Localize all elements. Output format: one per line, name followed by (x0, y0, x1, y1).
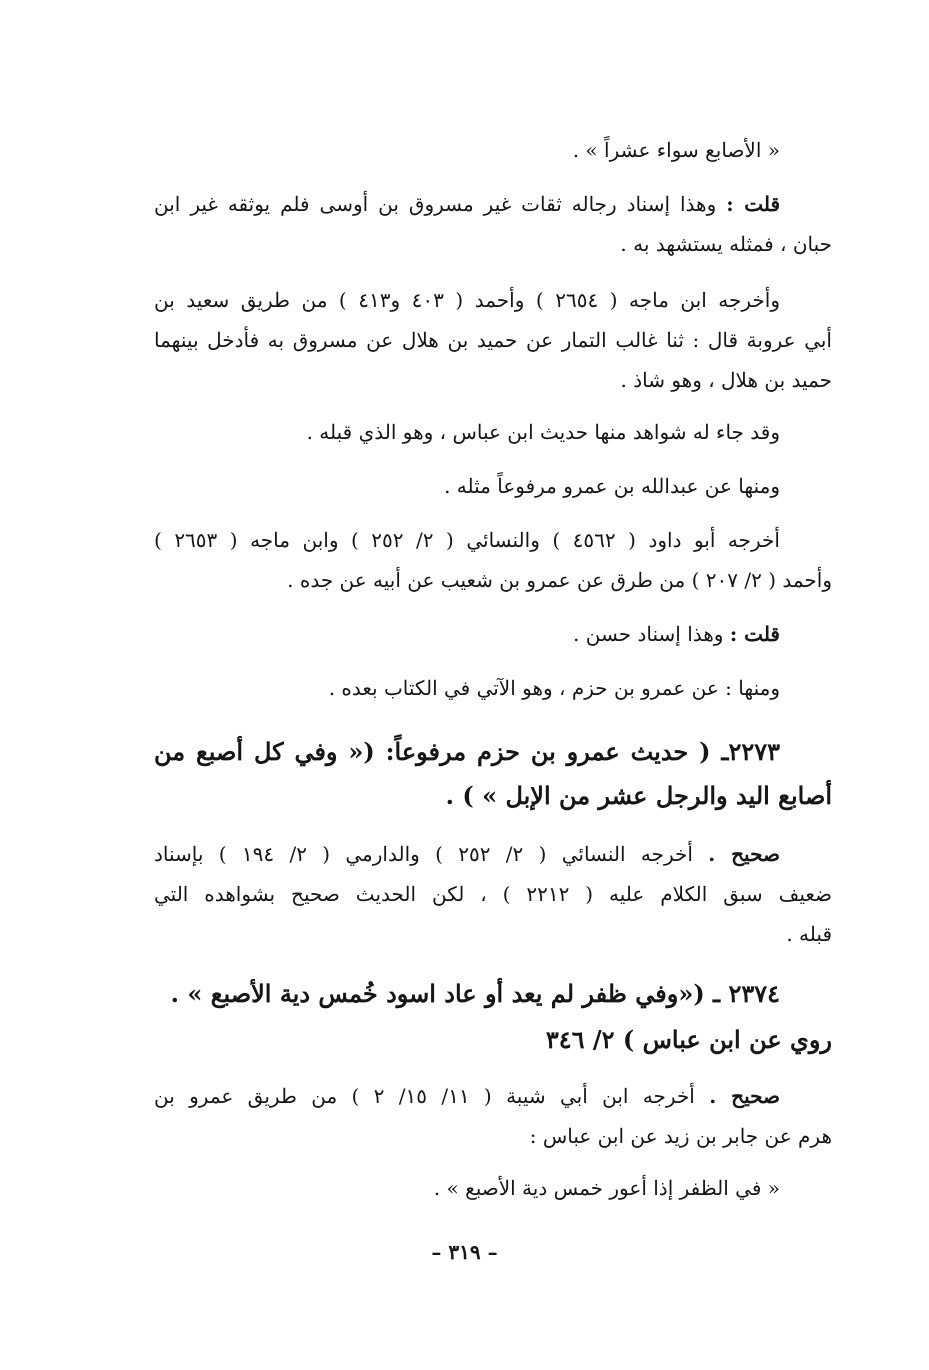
hadith-heading-line (154, 1020, 832, 1060)
hadith-heading-line (154, 974, 832, 1014)
paragraph-line (154, 414, 832, 450)
paragraph-line (154, 322, 832, 358)
hadith-heading-line (154, 776, 832, 816)
text-line: ٢٣٧٤ ـ («وفي ظفر لم يعد أو عاد اسود خُمس دية الأصبع » . (170, 979, 780, 1008)
text-line: ومنها : عن عمرو بن حزم ، وهو الآتي في الكتاب بعده . (328, 676, 780, 700)
text-line: حميد بن هلال ، وهو شاذ . (620, 368, 832, 392)
text-line: وقد جاء له شواهد منها حديث ابن عباس ، وهو الذي قبله . (306, 420, 780, 444)
paragraph-line (154, 876, 832, 912)
page-number: – ٣١٩ – (431, 1240, 498, 1264)
text-line: أصابع اليد والرجل عشر من الإبل » ) . (445, 781, 832, 810)
paragraph-line (154, 1118, 832, 1154)
text-line: ٢٢٧٣ـ ( حديث عمرو بن حزم مرفوعاً: (« وفي كل أصبع من (154, 737, 780, 766)
paragraph-lead: قلت : (729, 622, 780, 646)
text-line: ضعيف سبق الكلام عليه ( ٢٢١٢ ) ، لكن الحديث صحيح بشواهده التي (154, 882, 832, 906)
paragraph-line (154, 616, 832, 652)
text-line: وهذا إسناد حسن . (573, 622, 724, 646)
paragraph-line (154, 1078, 832, 1114)
quote-line (154, 132, 832, 168)
text-line: ومنها عن عبدالله بن عمرو مرفوعاً مثله . (444, 474, 780, 498)
paragraph-line (154, 562, 832, 598)
paragraph-line (154, 226, 832, 262)
paragraph-lead: صحيح . (708, 842, 780, 866)
text-line: « في الظفر إذا أعور خمس دية الأصبع » . (433, 1176, 780, 1200)
paragraph-line (154, 670, 832, 706)
text-line: حبان ، فمثله يستشهد به . (620, 232, 832, 256)
paragraph-lead: قلت : (726, 192, 781, 216)
text-line: وأخرجه ابن ماجه ( ٢٦٥٤ ) وأحمد ( ٤٠٣ و٤١٣ ) من طريق سعيد بن (154, 288, 780, 312)
paragraph-line (154, 468, 832, 504)
paragraph-lead: صحيح . (709, 1084, 780, 1108)
text-line: روي عن ابن عباس ) ٢/ ٣٤٦ (545, 1025, 832, 1054)
text-line: أخرجه النسائي ( ٢/ ٢٥٢ ) والدارمي ( ٢/ ١٩٤ ) بإسناد (154, 842, 693, 866)
quote-line (154, 1170, 832, 1206)
text-line: وهذا إسناد رجاله ثقات غير مسروق بن أوسى فلم يوثقه غير ابن (154, 192, 717, 216)
paragraph-line (154, 522, 832, 558)
text-line: هرم عن جابر بن زيد عن ابن عباس : (529, 1124, 832, 1148)
paragraph-line (154, 916, 832, 952)
text-line: أخرجه ابن أبي شيبة ( ١١/ ١٥/ ٢ ) من طريق عمرو بن (154, 1084, 695, 1108)
text-line: « الأصابع سواء عشراً » . (572, 138, 780, 162)
text-line: أبي عروبة قال : ثنا غالب التمار عن حميد بن هلال عن مسروق به فأدخل بينهما (154, 328, 832, 352)
text-line: قبله . (786, 922, 832, 946)
paragraph-line (154, 186, 832, 222)
paragraph-line (154, 836, 832, 872)
text-line: أخرجه أبو داود ( ٤٥٦٢ ) والنسائي ( ٢/ ٢٥٢ ) وابن ماجه ( ٢٦٥٣ ) (154, 528, 780, 552)
paragraph-line (154, 282, 832, 318)
hadith-heading-line (154, 732, 832, 772)
paragraph-line (154, 362, 832, 398)
text-line: وأحمد ( ٢/ ٢٠٧ ) من طرق عن عمرو بن شعيب عن أبيه عن جده . (287, 568, 832, 592)
